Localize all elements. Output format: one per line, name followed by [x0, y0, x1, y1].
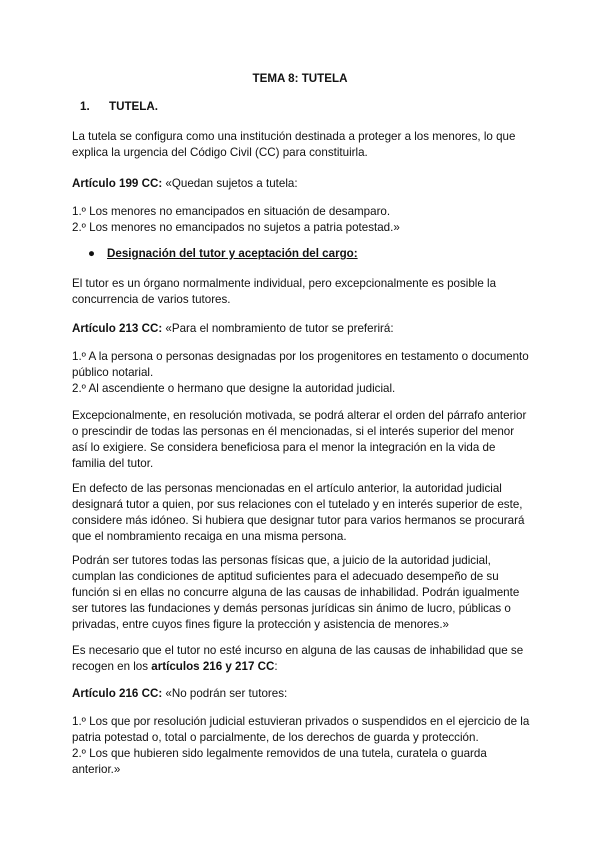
article-213-paragraph-3: Podrán ser tutores todas las personas físicas que, a juicio de la autoridad judicial, cumplan las condiciones de aptitud suficientes para el adecuado desempeño de su función si en ellas no concurre alguna de las causas de inhabilidad. Podrán igualmente ser tutores las fundaciones y demás personas jurídicas sin ánimo de lucro, públicas o privadas, entre cuyos fines figure la protección y asistencia de menores.» [72, 554, 520, 631]
article-216-heading [72, 686, 532, 702]
inhabilidad-text: Es necesario que el tutor no esté incurso en alguna de las causas de inhabilidad que se recogen en los [72, 644, 524, 673]
article-213-label: Artículo 213 CC: [72, 322, 163, 335]
document-title: TEMA 8: TUTELA [252, 72, 348, 85]
section-title: TUTELA. [109, 100, 158, 113]
article-216-item-1: 1.º Los que por resolución judicial estuvieran privados o suspendidos en el ejercicio de la patria potestad o, total o parcialmente, de los derechos de guarda y protección. [72, 715, 530, 744]
intro-paragraph: La tutela se configura como una institución destinada a proteger a los menores, lo que explica la urgencia del Código Civil (CC) para constituirla. [72, 130, 516, 159]
article-216-intro: «No podrán ser tutores: [162, 687, 288, 700]
article-213-heading [72, 321, 532, 337]
article-213-list [72, 349, 532, 397]
article-199-item-2: 2.º Los menores no emancipados no sujetos a patria potestad.» [72, 221, 400, 234]
article-216-list [72, 714, 532, 778]
article-199-heading [72, 176, 532, 192]
section-heading [80, 100, 158, 113]
bullet-icon: ● [88, 247, 96, 260]
designation-heading-text: Designación del tutor y aceptación del cargo: [107, 247, 358, 260]
article-199-item-1: 1.º Los menores no emancipados en situación de desamparo. [72, 205, 391, 218]
article-213-item-2: 2.º Al ascendiente o hermano que designe la autoridad judicial. [72, 382, 396, 395]
article-216-item-2: 2.º Los que hubieren sido legalmente removidos de una tutela, curatela o guarda anterior.» [72, 747, 487, 776]
article-213-paragraph-2: En defecto de las personas mencionadas en el artículo anterior, la autoridad judicial designará tutor a quien, por sus relaciones con el tutelado y en interés superior de este, considere más idóneo. Si hubiera que designar tutor para varios hermanos se procurará que el nombramiento recaiga en una misma persona. [72, 482, 525, 543]
article-213-item-1: 1.º A la persona o personas designadas por los progenitores en testamento o documento público notarial. [72, 350, 529, 379]
article-199-list [72, 204, 532, 236]
inhabilidad-paragraph [72, 643, 532, 675]
article-199-intro: «Quedan sujetos a tutela: [162, 177, 298, 190]
article-216-label: Artículo 216 CC: [72, 687, 163, 700]
article-213-intro: «Para el nombramiento de tutor se preferirá: [162, 322, 394, 335]
designation-bullet-heading [88, 247, 358, 260]
section-number: 1. [80, 100, 90, 113]
article-199-label: Artículo 199 CC: [72, 177, 163, 190]
article-213-paragraph-1: Excepcionalmente, en resolución motivada, se podrá alterar el orden del párrafo anterior o prescindir de todas las personas en él mencionadas, si el interés superior del menor así lo exigiere. Se considera beneficiosa para el menor la integración en la vida de familia del tutor. [72, 409, 527, 470]
inhabilidad-end: : [274, 660, 278, 673]
tutor-paragraph: El tutor es un órgano normalmente individual, pero excepcionalmente es posible la concurrencia de varios tutores. [72, 277, 497, 306]
inhabilidad-articles: artículos 216 y 217 CC [151, 660, 275, 673]
